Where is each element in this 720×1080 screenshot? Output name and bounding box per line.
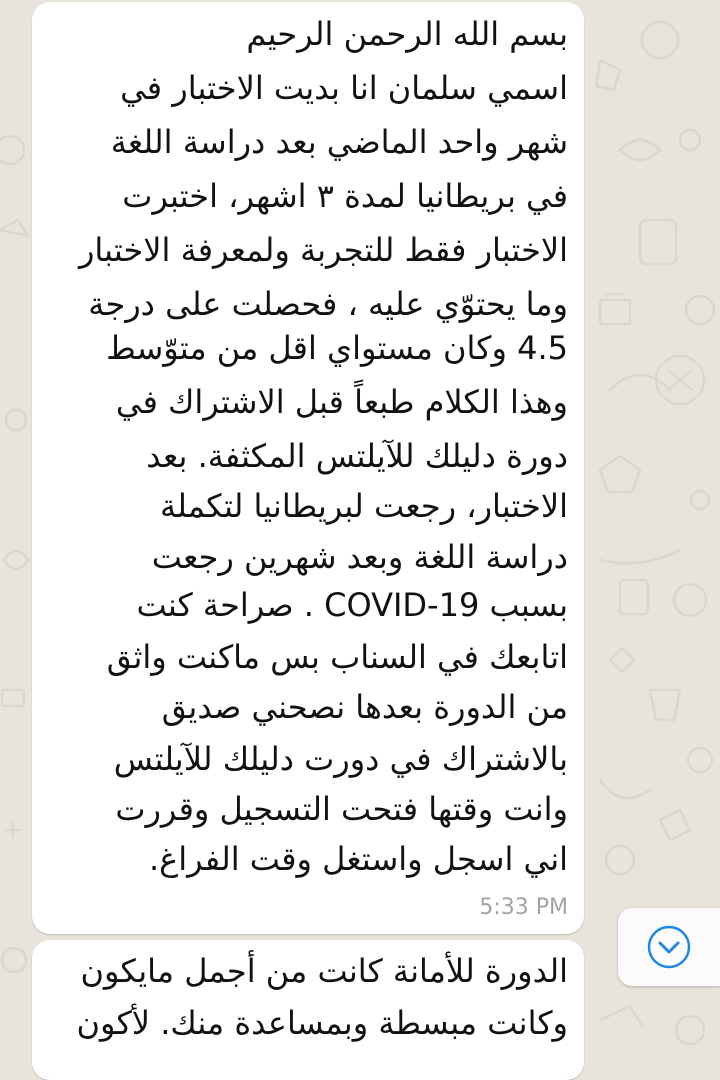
message-text-line: في بريطانيا لمدة ٣ اشهر، اختبرت — [122, 177, 568, 215]
message-text-line: من الدورة بعدها نصحني صديق — [161, 688, 568, 726]
message-text-line: دورة دليلك للآيلتس المكثفة. بعد — [146, 437, 568, 475]
message-text-line: دراسة اللغة وبعد شهرين رجعت — [151, 538, 568, 576]
message-text-line: وما يحتوّي عليه ، فحصلت على درجة — [88, 285, 568, 323]
message-text-line: 4.5 وكان مستواي اقل من متوّسط — [106, 329, 568, 367]
message-text-line: الاختبار فقط للتجربة ولمعرفة الاختبار — [78, 231, 568, 269]
message-bubble[interactable] — [32, 2, 584, 934]
message-text-line: الاختبار، رجعت لبريطانيا لتكملة — [160, 487, 568, 525]
message-text-line: بالاشتراك في دورت دليلك للآيلتس — [113, 740, 568, 778]
message-text-line: بسبب COVID-19 . صراحة كنت — [136, 586, 568, 624]
message-text-line: وكانت مبسطة وبمساعدة منك. لأكون — [76, 1004, 568, 1042]
message-text-line: بسم الله الرحمن الرحيم — [246, 15, 568, 53]
message-bubble[interactable] — [32, 940, 584, 1080]
message-text-line: اتابعك في السناب بس ماكنت واثق — [106, 638, 568, 676]
message-text-line: وهذا الكلام طبعاً قبل الاشتراك في — [115, 383, 568, 421]
message-timestamp: 5:33 PM — [479, 895, 568, 920]
message-text-line: شهر واحد الماضي بعد دراسة اللغة — [110, 123, 568, 161]
chevron-down-circle-icon — [646, 924, 692, 970]
message-text-line: الدورة للأمانة كانت من أجمل مايكون — [80, 952, 568, 990]
message-text-line: اني اسجل واستغل وقت الفراغ. — [148, 840, 568, 878]
message-text-line: اسمي سلمان انا بديت الاختبار في — [120, 69, 568, 107]
message-text-line: وانت وقتها فتحت التسجيل وقررت — [115, 790, 568, 828]
scroll-to-bottom-button[interactable] — [618, 908, 720, 986]
